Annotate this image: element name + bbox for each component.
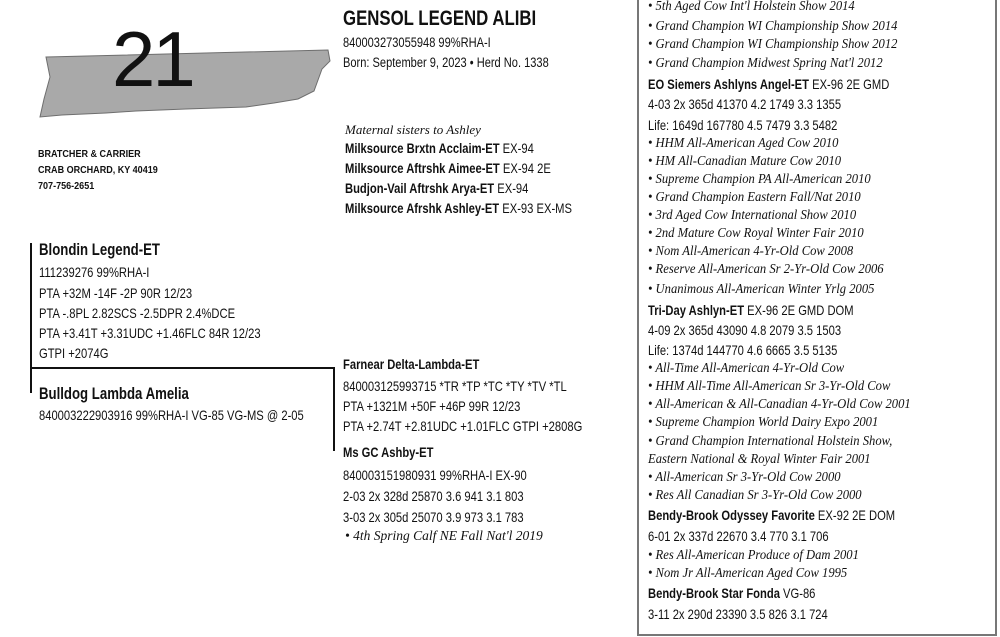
award-line: • Unanimous All-American Winter Yrlg 2005 — [648, 282, 875, 297]
award-line: • Supreme Champion World Dairy Expo 2001 — [648, 415, 879, 430]
consignor-phone: 707-756-2651 — [38, 180, 95, 192]
dam-record: 2-03 2x 328d 25870 3.6 941 3.1 803 — [343, 488, 524, 504]
dam-name: Ms GC Ashby-ET — [343, 444, 434, 460]
dam-record: 3-03 2x 305d 25070 3.9 973 3.1 783 — [343, 509, 524, 525]
consignor-name: BRATCHER & CARRIER — [38, 148, 141, 160]
award-line: • All-Time All-American 4-Yr-Old Cow — [648, 361, 845, 376]
sire-detail: PTA +32M -14F -2P 90R 12/23 — [39, 285, 193, 301]
mgs-name: Farnear Delta-Lambda-ET — [343, 356, 480, 372]
ancestor-record: 4-09 2x 365d 43090 4.8 2079 3.5 1503 — [648, 322, 842, 338]
sire-detail: PTA -.8PL 2.82SCS -2.5DPR 2.4%DCE — [39, 305, 236, 321]
award-line: • All-American Sr 3-Yr-Old Cow 2000 — [648, 470, 841, 485]
award-line: • Nom All-American 4-Yr-Old Cow 2008 — [648, 244, 854, 259]
sire-detail: PTA +3.41T +3.31UDC +1.46FLC 84R 12/23 — [39, 325, 261, 341]
ancestor-ashlyn: Tri-Day Ashlyn-ET EX-96 2E GMD DOM — [648, 302, 854, 318]
award-line: • 2nd Mature Cow Royal Winter Fair 2010 — [648, 226, 864, 241]
pedigree-bracket-dam — [333, 367, 335, 451]
pedigree-divider — [30, 367, 334, 369]
sire-detail: GTPI +2074G — [39, 345, 109, 361]
animal-name: GENSOL LEGEND ALIBI — [343, 7, 537, 30]
award-line: • Reserve All-American Sr 2-Yr-Old Cow 2006 — [648, 262, 884, 277]
award-line: • HHM All-Time All-American Sr 3-Yr-Old Cow — [648, 379, 891, 394]
ancestor-record: 4-03 2x 365d 41370 4.2 1749 3.3 1355 — [648, 96, 842, 112]
award-line: • Res All Canadian Sr 3-Yr-Old Cow 2000 — [648, 488, 862, 503]
sire-name: Blondin Legend-ET — [39, 241, 160, 259]
award-line: • Grand Champion WI Championship Show 2012 — [648, 37, 898, 52]
award-line: • Res All-American Produce of Dam 2001 — [648, 548, 859, 563]
award-line: • Grand Champion WI Championship Show 2014 — [648, 19, 898, 34]
maternal-sister: Milksource Afrshk Ashley-ET EX-93 EX-MS — [345, 200, 572, 216]
maternal-sisters-title: Maternal sisters to Ashley — [345, 122, 481, 137]
ancestor-record: 3-11 2x 290d 23390 3.5 826 3.1 724 — [648, 606, 828, 622]
award-line: • HHM All-American Aged Cow 2010 — [648, 136, 839, 151]
award-line: Eastern National & Royal Winter Fair 2001 — [648, 452, 871, 467]
award-line: • 5th Aged Cow Int'l Holstein Show 2014 — [648, 0, 855, 14]
animal-birth-info: Born: September 9, 2023 • Herd No. 1338 — [343, 55, 549, 70]
mgs-detail: PTA +2.74T +2.81UDC +1.01FLC GTPI +2808G — [343, 418, 583, 434]
ancestor-angel: EO Siemers Ashlyns Angel-ET EX-96 2E GMD — [648, 76, 890, 92]
mgs-detail: PTA +1321M +50F +46P 99R 12/23 — [343, 398, 521, 414]
award-line: • Supreme Champion PA All-American 2010 — [648, 172, 871, 187]
award-line: • 3rd Aged Cow International Show 2010 — [648, 208, 857, 223]
maternal-sister: Budjon-Vail Aftrshk Arya-ET EX-94 — [345, 180, 529, 196]
sires-dam-detail: 840003222903916 99%RHA-I VG-85 VG-MS @ 2-05 — [39, 407, 304, 423]
animal-registration: 840003273055948 99%RHA-I — [343, 35, 491, 50]
maternal-sister: Milksource Brxtn Acclaim-ET EX-94 — [345, 140, 534, 156]
ancestor-record: 6-01 2x 337d 22670 3.4 770 3.1 706 — [648, 528, 829, 544]
ancestor-record: Life: 1649d 167780 4.5 7479 3.3 5482 — [648, 117, 838, 133]
pedigree-bracket-sire — [30, 243, 32, 393]
ancestor-odyssey: Bendy-Brook Odyssey Favorite EX-92 2E DOM — [648, 507, 896, 523]
sires-dam-name: Bulldog Lambda Amelia — [39, 385, 189, 403]
dam-award: • 4th Spring Calf NE Fall Nat'l 2019 — [345, 528, 543, 543]
award-line: • Nom Jr All-American Aged Cow 1995 — [648, 566, 848, 581]
mgs-detail: 840003125993715 *TR *TP *TC *TY *TV *TL — [343, 378, 567, 394]
ancestor-fonda: Bendy-Brook Star Fonda VG-86 — [648, 585, 816, 601]
lot-number: 21 — [112, 15, 193, 103]
award-line: • HM All-Canadian Mature Cow 2010 — [648, 154, 842, 169]
award-line: • Grand Champion Eastern Fall/Nat 2010 — [648, 190, 861, 205]
award-line: • Grand Champion International Holstein Show, — [648, 434, 893, 449]
consignor-location: CRAB ORCHARD, KY 40419 — [38, 164, 158, 176]
award-line: • All-American & All-Canadian 4-Yr-Old Cow 2001 — [648, 397, 911, 412]
dam-detail: 840003151980931 99%RHA-I EX-90 — [343, 467, 527, 483]
ancestor-record: Life: 1374d 144770 4.6 6665 3.5 5135 — [648, 342, 838, 358]
award-line: • Grand Champion Midwest Spring Nat'l 2012 — [648, 56, 883, 71]
sire-detail: 111239276 99%RHA-I — [39, 264, 150, 280]
maternal-sister: Milksource Aftrshk Aimee-ET EX-94 2E — [345, 160, 551, 176]
